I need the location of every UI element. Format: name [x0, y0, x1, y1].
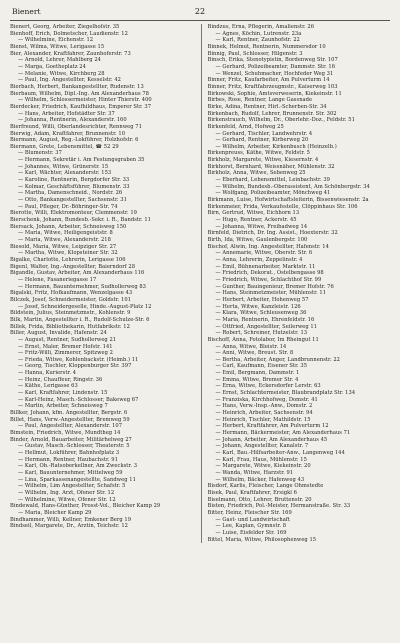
- directory-entry: — Agnes, Köchin, Lutrenstr. 23a: [215, 30, 302, 37]
- directory-entry: — Heinrich, Arbeiter, Sachsenstr. 94: [215, 410, 313, 417]
- directory-entry: — Helene, Fasaneriegasse 17: [18, 276, 97, 283]
- directory-entry: Bierbach, Herbert, Bankangestellter, Rudenstr. 13: [10, 83, 144, 90]
- directory-entry: — Hans, Arbeiter, Hofstädter Str. 37: [18, 110, 115, 117]
- directory-entry: — Gerhard, Tischler, Landwehrstr. 4: [215, 130, 313, 137]
- directory-entry: — Karl, Frau, Haus, Mühlenstr. 15: [215, 456, 307, 463]
- directory-entry: Birkholz, Anna, Witwe, Sebenweg 25: [207, 170, 306, 177]
- directory-entry: — Gustav, Masch.-Schlosser, Theaterstr. 5: [18, 443, 130, 450]
- directory-entry: — Anna, Witwe, Bleistr. 14: [215, 343, 287, 350]
- directory-entry: — Wilhelmine, Eichenstr. 12: [18, 37, 94, 44]
- directory-entry: — Margarete, Witwe, Kiekeinstr. 20: [215, 463, 311, 470]
- directory-entry: — Wenzel, Schuhmacher, Hochfeder Weg 31: [215, 70, 334, 77]
- directory-entry: Bienert, Georg, Arbeiter, Ziegelhofstr. 35: [10, 24, 120, 30]
- directory-entry: — Marga, Goetheplatz 24: [18, 63, 86, 70]
- directory-entry: — Heinrich, Tischler, Mathildstr. 15: [215, 416, 311, 423]
- directory-entry: Bierfreund, Willi, Oberlandesrichter, Rennweg 71: [10, 123, 142, 130]
- directory-entry: — Gunther, Bauingenieur, Bremer Hofstr. 76: [215, 283, 334, 290]
- directory-entry: Bindhammer, Willi, Kellner, Emkener Berg 19: [10, 516, 132, 523]
- directory-entry: Bierbaum, Wilhelm, Dipl.-Ing. Am Alexanderhaus 78: [10, 90, 149, 97]
- directory-entry: — Wilhelm, Schlossermeister, Hinter Thierstr. 400: [18, 97, 152, 104]
- directory-entry: Binnig, Paul, Schlosser, Hilgenstr. 3: [207, 50, 303, 57]
- directory-entry: — Franziska, Kirchhofweg, Domstr. 41: [215, 396, 318, 403]
- directory-entry: — Maria, Witwe, Heiligengeiststr. 8: [18, 230, 113, 237]
- directory-entry: — Karl, Kraftfahrer, Lindenstr. 15: [18, 390, 108, 397]
- directory-entry: — Wilhelmine, Witwe, Ofener Str. 12: [18, 496, 116, 503]
- directory-columns: [10, 24, 390, 543]
- directory-entry: Bilk, Martin, Angestellter i. R., Rudolf-Schulze-Str. 6: [10, 316, 150, 323]
- directory-entry: — Karl, Bauunternehmer, Mittelweg 59: [18, 469, 123, 476]
- directory-entry: — Wilhelm, Arbeiter, Kirkenbusch (Heinzelb.): [215, 143, 337, 150]
- directory-entry: — Kolmar, Geschäftsführer, Blumenstr. 33: [18, 183, 130, 190]
- directory-entry: — Johanna, Witwe, Freibadweg 14: [215, 223, 308, 230]
- directory-entry: — Wolfgang, Polizeibeamter, Mönchweg 41: [215, 190, 331, 197]
- directory-entry: — Johanna, Rentnerin, Alexanderstr. 160: [18, 117, 127, 124]
- directory-entry: — Wilhelm, Lim Angestellter, Schafstr. 5: [18, 483, 126, 490]
- directory-entry: — Otto, Bankangestellter, Sachsenstr. 31: [18, 197, 127, 204]
- directory-entry: Binner, Fritz, Kaufarbeiter, Am Pulverturm 14: [207, 77, 330, 84]
- directory-entry: Bindseil, Margarete, Dr., Ärztin, Teichstr. 12: [10, 523, 128, 530]
- directory-entry: Biermann, Grete, Lebensmittel, ☎ 52 29: [10, 143, 119, 150]
- directory-entry: — Friedrich, Witwe, Schlachthof Str. 99: [215, 276, 322, 283]
- directory-entry: — August, Rentner, Sudhollerweg 21: [18, 336, 117, 343]
- directory-entry: — Martha, Witwe, Klopsteiner Str. 32: [18, 250, 118, 257]
- directory-entry: — Hellmut, Lokführer, Bahnhofplatz 3: [18, 450, 120, 456]
- directory-entry: — Arnold, Lehrer, Mahlberg 24: [18, 57, 101, 64]
- directory-entry: Bisek, Paul, Kraftfahrer, Ersigkl 6: [207, 489, 297, 496]
- directory-entry: — Lee, Kaplan, Gymnstr. 8: [215, 523, 287, 530]
- directory-entry: — Erna, Witwe, Eckersdorfer Lerstr. 63: [215, 383, 321, 390]
- directory-entry: — Josef, Schneidergeselle, Hinde.-August-Platz 12: [18, 303, 152, 310]
- directory-entry: Binder, Arnold, Bauarbeiter, Militärhelweg 27: [10, 436, 132, 443]
- directory-entry: Birkholz, Margarete, Witwe, Kiesernstr. 4: [207, 157, 319, 164]
- directory-entry: Billek, Frida, Bibliothekarin, Hutfabrikstr. 12: [10, 323, 130, 330]
- directory-entry: — Wilhelm, Ing. Arzt, Ofener Str. 12: [18, 489, 115, 496]
- directory-entry: Birkmann, Luise, Hofwirtschaftsleiterin, Bissenwiesenstr. 2a: [207, 197, 369, 204]
- directory-entry: — Herbert, Kraftfahrer, Am Pulverturm 12: [215, 423, 329, 430]
- directory-entry: — Herbert, Arbeiter, Hohenweg 57: [215, 296, 309, 303]
- directory-entry: — Ernst, Maler, Bremer Hofstr. 141: [18, 343, 113, 350]
- directory-entry: — Gast- und Landwirtschaft: [215, 516, 290, 523]
- directory-entry: Bitter, Heinz, Fleischer Str. 169: [207, 509, 292, 516]
- directory-entry: — Martin, Arbeiter, Schneisweg 7: [18, 403, 108, 410]
- directory-entry: Birkenmeier, Frida, Verkaufsstelle, Clöppinhaus Str. 106: [207, 203, 358, 210]
- directory-entry: Bier, Alexander, Kraftfahrer, Zaunhoferstr. 73: [10, 50, 131, 57]
- directory-entry: Bisten, Friedrich, Pol.-Meister, Hermanstraße. Str. 33: [207, 503, 351, 510]
- directory-entry: Birkenstrauch, Wilhelm, Dr., Oberlehr.-Doz., Feldstr. 51: [207, 117, 355, 124]
- directory-entry: — Anni, Witwe, Breust. Str. 8: [215, 350, 294, 357]
- directory-entry: — Fritz-Willi, Zimmerer, Spitzweg 2: [18, 350, 113, 357]
- directory-entry: — Blumenstr. 37: [18, 150, 62, 157]
- page-number: 22: [194, 7, 206, 16]
- directory-entry: — Maria, Rentnerin, Ehrenfeldstr. 16: [215, 316, 315, 323]
- directory-entry: — Johannes, Witwe, Grünerstr. 15: [18, 163, 109, 170]
- directory-entry: Birkowski, Sophie, Amtsverweserin, Kiekeinstr. 11: [207, 90, 342, 97]
- directory-entry: — Hanna, Kurierstr. 4: [18, 370, 77, 377]
- directory-entry: — Heinz, Chauffeur, Ringstr. 36: [18, 376, 103, 383]
- directory-entry: Birn, Gertrud, Witwe, Eichhorn 13: [207, 210, 300, 217]
- directory-entry: — Wanda, Witwe, Harzstr. 91: [215, 469, 294, 476]
- directory-entry: — Friedrich, Dekorat., Ostelbengasse 98: [215, 270, 324, 277]
- directory-entry: Binsch, Erika, Stenotypistin, Bordenweg Str. 107: [207, 57, 338, 64]
- directory-entry: — Eberhard, Lebensmittel, Leinbachstr. 39: [215, 177, 330, 184]
- directory-entry: — Hugo, Rentner, Ackerstr. 45: [215, 217, 297, 224]
- directory-entry: — Gerhard, Rentner, Kirberweg 20: [215, 137, 309, 144]
- directory-entry: — Paul, Ing. Angestellter, Kesselstr. 42: [18, 77, 121, 84]
- directory-entry: — Hermann, Bäckermeister, Am Alexanderhaus 71: [215, 430, 351, 437]
- directory-entry: — Ernst, Schlachtermeister, Blaubrandplatz Str. 134: [215, 390, 356, 397]
- directory-entry: Biersack, Johann, Arbeiter, Schneisweg 150: [10, 223, 127, 230]
- directory-entry: — Melanie, Witwe, Kirchberg 28: [18, 70, 105, 77]
- directory-entry: Birbes, Rose, Rentner, Lange Gassnade: [207, 97, 313, 104]
- directory-entry: — Lina, Sparkassenangestellte, Sandweg 11: [18, 476, 136, 483]
- directory-entry: — Annemarie, Witwe, Oberstr. Str. 6: [215, 250, 313, 257]
- directory-entry: — Johann, Arbeiter, Am Alexanderhaus 45: [215, 436, 328, 443]
- directory-entry: Bisdorf, Karlis, Fleischer, Lange Ohmstedte: [207, 483, 324, 490]
- page-header: [10, 6, 390, 21]
- directory-entry: Bierotte, Willi, Elektromonteur, Clemmenstr. 19: [10, 210, 138, 217]
- directory-entry: Bimstein, Friedrich, Witwe, Mundtheg 14: [10, 430, 121, 437]
- directory-entry: — Karoline, Rentnerin, Bergdorfer Str. 33: [18, 177, 130, 184]
- directory-entry: Billet, Hans, Verw.-Angestellter, Bremweg 59: [10, 416, 130, 423]
- directory-entry: — Karl, Bau.-Hilfsarbeiter-Anw., Langenweg 144: [215, 450, 345, 456]
- directory-entry: — Karl, Ob.-Ratsoberkellner, Am Zweckstr. 3: [18, 463, 138, 470]
- directory-entry: Bigenl, Walter, Ing.-Angestellter, Baierndorf 28: [10, 263, 136, 270]
- directory-entry: Bindewald, Hans-Günther, Prosst-Vol., Bleicher Kamp 29: [10, 503, 161, 510]
- directory-entry: Bierdecker, Friedrich, Kaufhildhaus, Emperer Str. 37: [10, 103, 152, 110]
- directory-entry: Biesold, Maria, Witwe, Leipziger Str. 27: [10, 243, 117, 250]
- directory-entry: Bindzus, Erna, Pflegerin, Amalienstr. 26: [207, 24, 315, 30]
- directory-entry: Bischof, Alwin, Ing. Angestellter, Hafenstr. 14: [207, 243, 329, 250]
- directory-entry: — Emil, Bergmann, Dammstr. 1: [215, 370, 300, 377]
- directory-entry: — Martha, Damenschneid., Nordstr. 26: [18, 190, 123, 197]
- directory-entry: Bildstein, Julius, Steinmetzmstr., Kohlenstr. 9: [10, 310, 131, 317]
- directory-entry: — Robert, Schreiner, Hutzelstr. 13: [215, 330, 308, 337]
- directory-entry: — Frieda, Witwe, Kohlenbackstr. (Heimb.) 11: [18, 356, 139, 363]
- right-column: [201, 24, 391, 543]
- directory-entry: — Ottfried, Angestellter, Seilerweg 11: [215, 323, 318, 330]
- directory-entry: — Emma, Witwe, Bremer Str. 4: [215, 376, 299, 383]
- directory-entry: — Emil, Bühnenarbeiter, Marktstr. 11: [215, 263, 316, 270]
- left-column: [10, 24, 193, 543]
- directory-entry: Biermann, August, Reg.-Lokführer, Holzhofstr. 6: [10, 137, 139, 144]
- directory-entry: — Paul, Angestellter, Alexanderstr. 107: [18, 423, 123, 430]
- directory-entry: Bittel, Maria, Witwe, Philosophenweg 15: [207, 536, 317, 543]
- directory-entry: Biselmann, Otto, Lehrer, Bruttenstr. 20: [207, 496, 312, 503]
- directory-entry: Bienst, Wilma, Witwe, Lerigasse 15: [10, 43, 105, 50]
- directory-entry: — Gerhard, Polizeibeamter, Dammstr. Str. 16: [215, 63, 336, 70]
- directory-entry: Bigalke, Charlotte, Lehrerin, Lerigasse 106: [10, 256, 126, 263]
- directory-entry: — Wilhelm, Bundesb.-Oberassistent, Am Schönbergstr. 34: [215, 183, 370, 190]
- directory-entry: — Hans, Steinmetzmeister, Mühlenstr. 11: [215, 290, 327, 297]
- directory-entry: — Luise, Eisfelder Str. 169: [215, 529, 287, 536]
- directory-entry: — Wilhelm, Bäcker, Hafenweg 43: [215, 476, 305, 483]
- directory-entry: Bierwig, Adam, Kraftfahrer, Brunnenstr. 10: [10, 130, 126, 137]
- directory-entry: Birkenfeld, Arnd, Hofweg 25: [207, 123, 284, 130]
- directory-entry: Binner, Fritz, Kraftfahrzeugmstr., Kaiserweg 103: [207, 83, 338, 90]
- directory-entry: — Karl, Wächter, Alexanderstr. 153: [18, 170, 112, 177]
- directory-entry: Bierschenk, Johann, Bundesb.-Sekr. i. R., Bandstr. 11: [10, 217, 151, 224]
- directory-entry: — Hermann, Bauunternehmer, Sudhollerweg 83: [18, 283, 146, 290]
- directory-entry: Bigandle, Gustav, Arbeiter, Am Alexanderhaus 116: [10, 270, 145, 277]
- directory-entry: — Karl, Rentner, Zaunhofstr. 22: [215, 37, 300, 44]
- directory-entry: — Anna, Lehrerin, Zeppelinstr. 4: [215, 256, 303, 263]
- running-head: Bienert: [12, 7, 41, 16]
- directory-entry: — Georg, Tischler, Kloppenburger Str. 397: [18, 363, 132, 370]
- directory-entry: — Paul, Pfleger, Dr.-Böhringer-Str. 74: [18, 203, 118, 210]
- directory-entry: — Herta, Witwe, Kanzleistr. 126: [215, 303, 301, 310]
- directory-entry: Birkhorst, Bernhard, Weissnäher, Mühlenstr. 32: [207, 163, 335, 170]
- directory-entry: Birth, Ida, Witwe, Gaulenbergstr. 100: [207, 237, 308, 243]
- directory-entry: — Maria, Witwe, Alexanderstr. 218: [18, 237, 111, 243]
- directory-entry: — Maria, Bleicher Kamp 29: [18, 509, 92, 516]
- directory-entry: — Bertha, Arbeiter, Anger, Landbrunnenstr. 22: [215, 356, 340, 363]
- directory-entry: Birkenpreuss, Käthe, Witwe, Feldstr. 5: [207, 150, 310, 157]
- directory-entry: — Hermann, Sekretär i. Am Festungsgraben 35: [18, 157, 145, 164]
- directory-entry: — Karl-Heinz, Masch.-Schlosser, Bakeweg 67: [18, 396, 139, 403]
- directory-entry: Binnek, Helmut, Rentnerin, Nummersdor 10: [207, 43, 326, 50]
- directory-entry: Bienhoff, Erich, Dolmetscher, Laudienstr. 12: [10, 30, 128, 37]
- directory-entry: Birke, Adina, Rentner, Hirl.-Scherben-Str. 34: [207, 103, 327, 110]
- directory-entry: Bilczek, Josef, Schneidermeister, Goldstr. 101: [10, 296, 131, 303]
- directory-entry: Billker, Johann, kfm. Angestellter, Bergstr. 6: [10, 410, 128, 417]
- directory-entry: — Hans, Verw.-Insp.-Anw., Domstr. 2: [215, 403, 313, 410]
- directory-entry: — Klara, Witwe, Schleusenweg 36: [215, 310, 307, 317]
- directory-entry: Birnfeld, Dietrich, Dr. Ing. Assist., Hoexterstr. 32: [207, 230, 338, 237]
- directory-entry: — Käthe, Lerigasse 63: [18, 383, 78, 390]
- directory-entry: — Johann, Angestellter, Kanalstr. 7: [215, 443, 309, 450]
- directory-entry: — Carl, Kaufmann, Eisener Str. 35: [215, 363, 308, 370]
- directory-entry: Birkenbach, Rudolf, Lehrer, Brunnenstr. Str. 302: [207, 110, 337, 117]
- directory-entry: Bischoff, Anna, Fotolabor, Im Rheingut 11: [207, 336, 319, 343]
- directory-entry: Biller, August, Invalide, Hafenstr. 24: [10, 330, 107, 337]
- directory-entry: Bigalski, Fritz, Hofkaufmann, Wenzelgasse 43: [10, 290, 133, 297]
- directory-entry: — Hermann, Rentner, Haubachstr. 91: [18, 456, 118, 463]
